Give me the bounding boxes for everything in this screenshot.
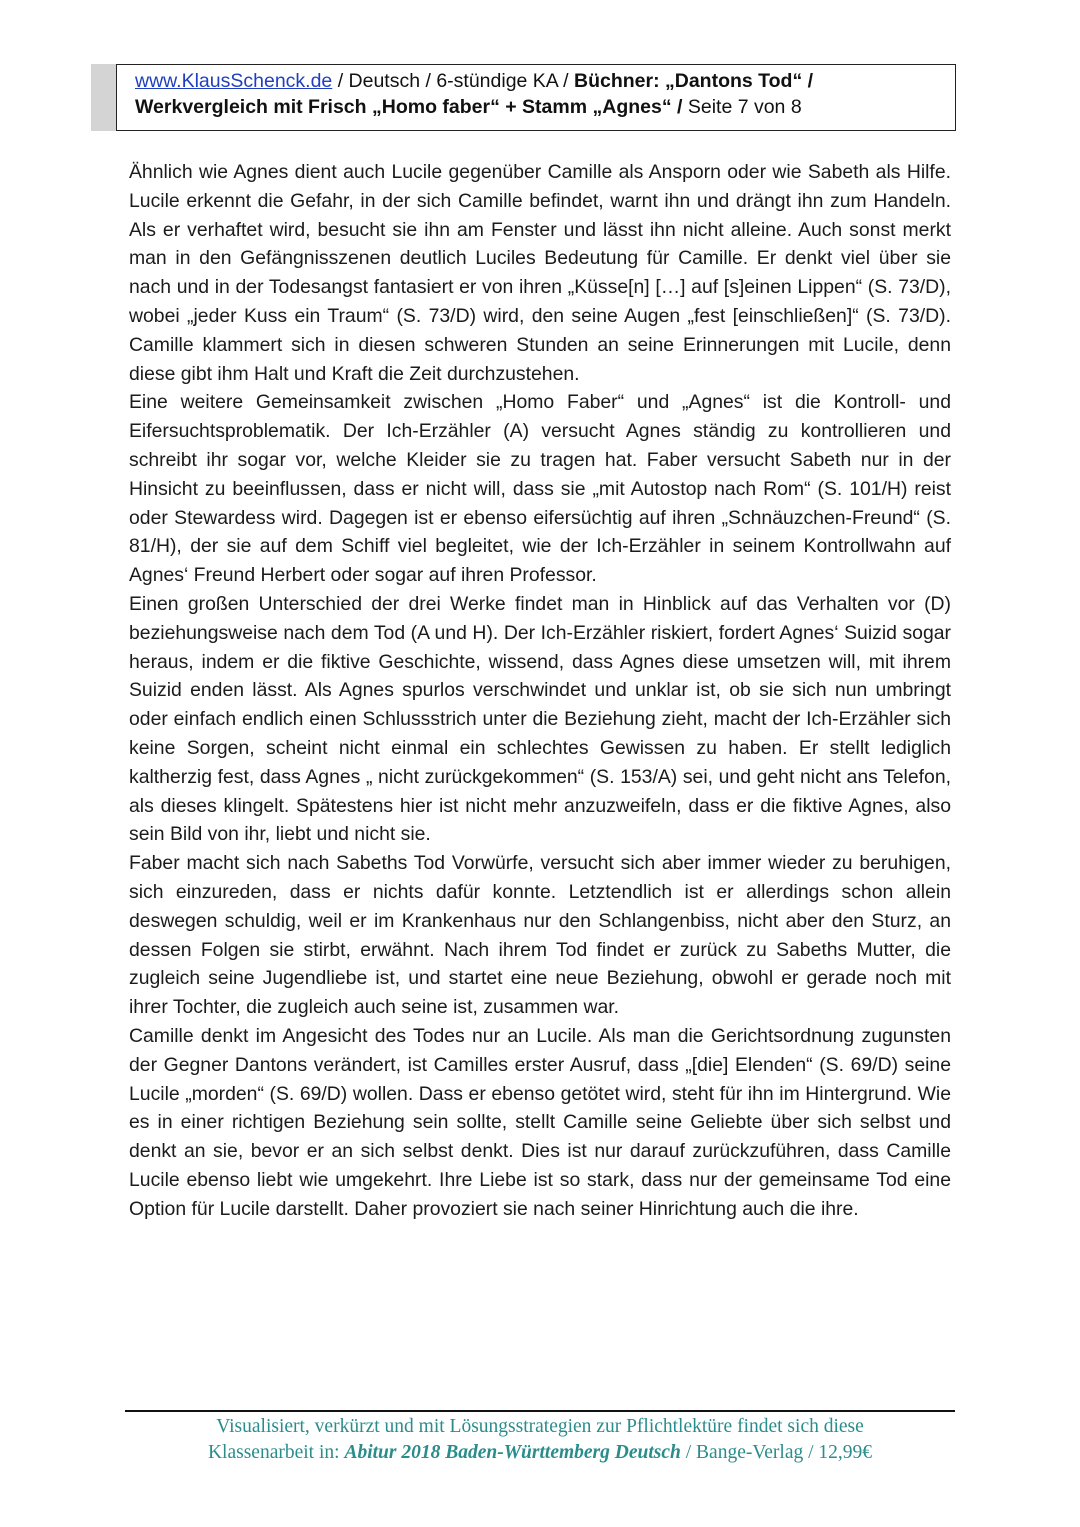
paragraph: Faber macht sich nach Sabeths Tod Vorwürfe, versucht sich aber immer wieder zu beruhigen, sich einzureden, dass er nichts dafür konnte. Letztendlich ist er allerdings schon allein deswegen schuldig, weil er im Krankenhaus nur den Schlangenbiss, nicht aber den Sturz, an dessen Folgen sie stirbt, erwähnt. Nach ihrem Tod findet er zurück zu Sabeths Mutter, die zugleich seine Jugendliebe ist, und startet eine neue Beziehung, obwohl er gerade noch mit ihrer Tochter, die zugleich auch seine ist, zusammen war.	[129, 852, 951, 1019]
page-header	[116, 64, 956, 131]
paragraph: Eine weitere Gemeinsamkeit zwischen „Homo Faber“ und „Agnes“ ist die Kontroll- und Eifersuchtsproblematik. Der Ich-Erzähler (A) versucht Agnes ständig zu kontrollieren und schreibt ihr sogar vor, welche Kleider sie zu tragen hat. Faber versucht Sabeth nur in der Hinsicht zu beeinflussen, dass er nicht will, dass sie „mit Autostop nach Rom“ (S. 101/H) reist oder Stewardess wird. Dagegen ist er ebenso eifersüchtig auf ihren „Schnäuzchen-Freund“ (S. 81/H), der sie auf dem Schiff viel begleitet, wie der Ich-Erzähler in seinem Kontrollwahn auf Agnes‘ Freund Herbert oder sogar auf ihren Professor.	[129, 391, 951, 587]
header-comparison-title: Werkvergleich mit Frisch „Homo faber“ + Stamm „Agnes“ /	[135, 96, 683, 118]
header-line-2	[135, 94, 955, 120]
paragraph: Ähnlich wie Agnes dient auch Lucile gegenüber Camille als Ansporn oder wie Sabeth als Hilfe. Lucile erkennt die Gefahr, in der sich Camille befindet, warnt ihn und drängt ihn zum Handeln. Als er verhaftet wird, besucht sie ihn am Fenster und lässt ihn nicht alleine. Auch sonst merkt man in den Gefängnisszenen deutlich Luciles Bedeutung für Camille. Er denkt viel über sie nach und in der Todesangst fantasiert er von ihren „Küsse[n] […] auf [s]einen Lippen“ (S. 73/D), wobei „jeder Kuss ein Traum“ (S. 73/D) wird, den seine Augen „fest [einschließen]“ (S. 73/D). Camille klammert sich in diesen schweren Stunden an seine Erinnerungen mit Lucile, denn diese gibt ihm Halt und Kraft die Zeit durchzustehen.	[129, 161, 951, 385]
footer-line-2	[125, 1440, 955, 1466]
website-link[interactable]: www.KlausSchenck.de	[135, 70, 333, 92]
header-work-title: Büchner: „Dantons Tod“ /	[574, 70, 814, 92]
header-course-info: / Deutsch / 6-stündige KA /	[332, 70, 574, 92]
footer-book-title: Abitur 2018 Baden-Württemberg Deutsch	[344, 1442, 681, 1463]
footer-prefix: Klassenarbeit in:	[207, 1442, 345, 1463]
footer-divider	[125, 1410, 955, 1412]
footer-line-1: Visualisiert, verkürzt und mit Lösungsstrategien zur Pflichtlektüre findet sich diese	[216, 1416, 864, 1437]
paragraph: Camille denkt im Angesicht des Todes nur an Lucile. Als man die Gerichtsordnung zugunsten der Gegner Dantons verändert, ist Camilles erster Ausruf, dass „[die] Elenden“ (S. 69/D) seine Lucile „morden“ (S. 69/D) wollen. Dass er ebenso getötet wird, steht für ihn im Hintergrund. Wie es in einer richtigen Beziehung sein sollte, stellt Camille seine Geliebte über sich selbst und denkt an sie, bevor er an sich selbst denkt. Dies ist nur darauf zurückzuführen, dass Camille Lucile ebenso liebt wie umgekehrt. Ihre Liebe ist so stark, dass nur der gemeinsame Tod eine Option für Lucile darstellt. Daher provoziert sie nach seiner Hinrichtung auch die ihre.	[129, 1024, 951, 1220]
footer-publisher-price: / Bange-Verlag / 12,99€	[680, 1442, 873, 1463]
header-line-1	[135, 68, 955, 94]
header-page-info: Seite 7 von 8	[682, 96, 802, 118]
page-footer	[125, 1414, 955, 1466]
paragraph: Einen großen Unterschied der drei Werke findet man in Hinblick auf das Verhalten vor (D) beziehungsweise nach dem Tod (A und H). Der Ich-Erzähler riskiert, fordert Agnes‘ Suizid sogar heraus, indem er die fiktive Geschichte, wissend, dass Agnes diese umsetzen will, mit ihrem Suizid enden lässt. Als Agnes spurlos verschwindet und unklar ist, ob sie sich nun umbringt oder einfach endlich einen Schlussstrich unter die Beziehung zieht, macht der Ich-Erzähler sich keine Sorgen, scheint nicht einmal ein schlechtes Gewissen zu haben. Er stellt lediglich kaltherzig fest, dass Agnes „ nicht zurückgekommen“ (S. 153/A) sei, und geht nicht ans Telefon, als dieses klingelt. Spätestens hier ist nicht mehr anzuzweifeln, dass er die fiktive Agnes, also sein Bild von ihr, liebt und nicht sie.	[129, 592, 951, 846]
main-text	[129, 158, 951, 1223]
